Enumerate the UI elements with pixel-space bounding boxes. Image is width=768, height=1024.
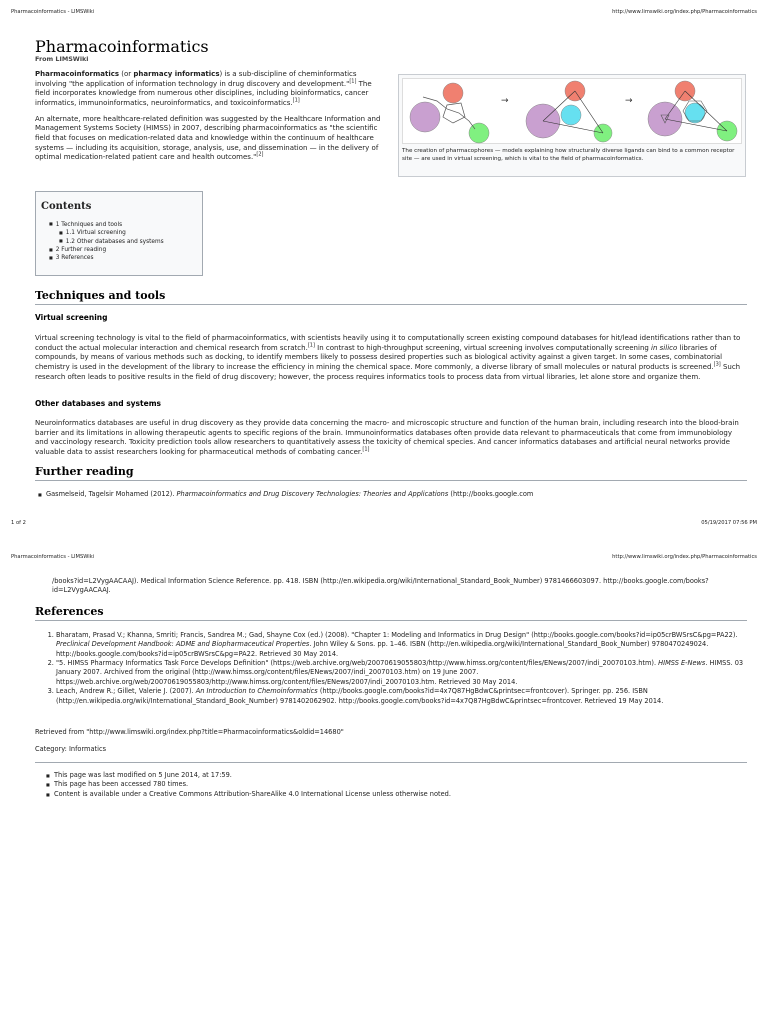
text-span: HIMSS E-News bbox=[658, 659, 706, 668]
toc-item[interactable]: ■ 1.1 Virtual screening bbox=[41, 229, 197, 237]
page-info-item: ■ Content is available under a Creative Commons Attribution-ShareAlike 4.0 International License unless otherwise noted. bbox=[46, 790, 451, 799]
section-heading: Further reading bbox=[35, 465, 134, 478]
text-span: Leach, Andrew R.; Gillet, Valerie J. (2007). bbox=[56, 687, 196, 696]
page-info-item: ■ This page was last modified on 5 June 2014, at 17:59. bbox=[46, 771, 451, 780]
intro-paragraph-1 bbox=[35, 70, 385, 109]
page-number: 1 of 2 bbox=[11, 520, 26, 526]
citation-link[interactable]: [1] bbox=[307, 342, 315, 349]
arrow-icon: → bbox=[501, 96, 509, 106]
text-span: in silico bbox=[651, 343, 678, 352]
toc-item[interactable]: ■ 1 Techniques and tools bbox=[41, 221, 197, 229]
text-span: Gasmelseid, Tagelsir Mohamed (2012). bbox=[46, 490, 177, 498]
toc-title: Contents bbox=[41, 201, 92, 212]
text-span: (http://books.google.com/books?id=4x7Q87HgBdwC&printsec=frontcover). Springer. pp. 256. ISBN (http://en.wikipedia.org/wiki/International_Standard_Book_Number) 9781402062902. http://books.google.com/books?id=4x7Q87HgBdwC&printsec=frontcover. Retrieved 19 May 2014. bbox=[56, 687, 664, 705]
print-header bbox=[11, 9, 757, 19]
text-span: "5. HIMSS Pharmacy Informatics Task Force Develops Definition" (https://web.archive.org/web/20070619055803/http://www.himss.org/content/files/ENews/2007/indi_20070103.htm). bbox=[56, 659, 659, 668]
footer-divider bbox=[35, 762, 747, 763]
page-info-list bbox=[46, 771, 451, 799]
citation-link[interactable]: [1] bbox=[349, 78, 357, 85]
toc-item[interactable]: ■ 3 References bbox=[41, 254, 197, 262]
pharmacophore-figure bbox=[398, 74, 746, 177]
reference-item bbox=[56, 659, 751, 687]
category-line bbox=[35, 745, 747, 754]
further-reading-item bbox=[46, 490, 533, 499]
text-span: libraries of compounds, by means of various methods such as docking, to identify members likely to possess desired properties such as biological activity against a given target. In some cases, combinatorial chemistry is used in the development of the library to increase the efficiency in mining the chemical space. More commonly, a diverse library of small molecules or natural products is screened. bbox=[35, 343, 723, 371]
toc-item[interactable]: ■ 2 Further reading bbox=[41, 246, 197, 254]
other-databases-text bbox=[35, 419, 747, 458]
green-feature-icon bbox=[469, 123, 489, 143]
reference-item bbox=[56, 631, 751, 659]
text-span: ) is a sub-discipline of cheminformatics involving "the application of information technology in drug discovery and development." bbox=[35, 70, 357, 88]
pharmacophore-diagram bbox=[403, 79, 743, 145]
cyan-feature-icon bbox=[685, 103, 705, 123]
purple-feature-icon bbox=[410, 102, 440, 132]
retrieved-from[interactable]: Retrieved from "http://www.limswiki.org/index.php?title=Pharmacoinformatics&oldid=14680" bbox=[35, 728, 344, 736]
references-list bbox=[46, 631, 751, 706]
citation-link[interactable]: [1] bbox=[362, 446, 370, 453]
text-span: Virtual screening technology is vital to the field of pharmacoinformatics, with scientists heavily using it to computationally screen existing compound databases for hit/lead identifications rather than to conduct the actual molecular interaction and chemical research from scratch. bbox=[35, 334, 741, 352]
text-span: Bharatam, Prasad V.; Khanna, Smriti; Francis, Sandrea M.; Gad, Shayne Cox (ed.) (2008). "Chapter 1: Modeling and Informatics in Drug Design" (http://books.google.com/books?id=ip05crBWSrsC&pg=PA22). bbox=[56, 631, 738, 639]
panel-2 bbox=[526, 81, 612, 142]
text-span: In contrast to high-throughput screening, virtual screening involves computationally screening bbox=[314, 343, 652, 352]
section-divider bbox=[35, 480, 747, 481]
subsection-heading: Virtual screening bbox=[35, 313, 108, 322]
intro-paragraph-2 bbox=[35, 115, 385, 163]
red-feature-icon bbox=[443, 83, 463, 103]
page-break bbox=[0, 531, 768, 547]
book-title-link[interactable]: Pharmacoinformatics and Drug Discovery Technologies: Theories and Applications bbox=[176, 490, 449, 498]
print-header bbox=[11, 554, 757, 564]
reference-item bbox=[56, 687, 751, 706]
category-label: Category: bbox=[35, 745, 67, 753]
text-span: (or bbox=[119, 70, 134, 78]
table-of-contents bbox=[35, 191, 203, 276]
text-span: The field incorporates knowledge from numerous other disciplines, including bioinformatics, cancer informatics, immunoinformatics, neuroinformatics, and toxicoinformatics. bbox=[35, 79, 372, 107]
citation-link[interactable]: [3] bbox=[713, 361, 721, 368]
section-divider bbox=[35, 620, 747, 621]
print-timestamp: 05/19/2017 07:56 PM bbox=[701, 520, 757, 526]
subsection-heading: Other databases and systems bbox=[35, 399, 161, 408]
print-footer bbox=[11, 520, 757, 530]
page-subtitle: From LIMSWiki bbox=[35, 55, 89, 63]
toc-list bbox=[41, 221, 197, 263]
citation-link[interactable]: [1] bbox=[292, 97, 300, 104]
text-span: Such research often leads to positive results in the field of drug discovery; however, the process requires informatics tools to process data from virtual libraries, let alone store and organize them. bbox=[35, 362, 741, 381]
arrow-icon: → bbox=[625, 96, 633, 106]
text-span: Preclinical Development Handbook: ADME and Biopharmaceutical Properties bbox=[56, 640, 310, 649]
print-header-title: Pharmacoinformatics - LIMSWiki bbox=[11, 554, 95, 560]
intro-text bbox=[35, 70, 385, 169]
panel-1 bbox=[410, 83, 489, 143]
term-pharmacoinformatics: Pharmacoinformatics bbox=[35, 70, 120, 78]
text-span: . HIMSS. 03 January 2007. Archived from the original (http://www.himss.org/content/files/ENews/2007/indi_20070103.htm) on 19 June 2007. https://web.archive.org/web/20070619055803/http://www.himss.org/content/files/ENews/2007/indi_20070103.htm. Retrieved 30 May 2014. bbox=[56, 659, 744, 686]
further-reading-continued: /books?id=L2VygAACAAJ). Medical Information Science Reference. pp. 418. ISBN (http://en.wikipedia.org/wiki/International_Standard_Book_Number) 9781466603097. http://books.google.com/books?id=L2VygAACAAJ. bbox=[52, 577, 709, 595]
print-header-url[interactable]: http://www.limswiki.org/index.php/Pharmacoinformatics bbox=[612, 554, 757, 560]
toc-item[interactable]: ■ 1.2 Other databases and systems bbox=[41, 238, 197, 246]
section-divider bbox=[35, 304, 747, 305]
text-span: Neuroinformatics databases are useful in drug discovery as they provide data concerning the macro- and microscopic structure and function of the human brain, including research into the blood-brain barrier and its limitations in allowing therapeutic agents to specific regions of the brain. Immunoinformatics databases often provide data relevant to pharmaceuticals that come from immunobiology and vaccinology research. Toxicity prediction tools allow researchers to quantitatively assess the toxicity of chemical species. And cancer informatics databases and artificial neural networks provide valuable data to assist researchers looking for pharmaceutical methods of combating cancer. bbox=[35, 419, 739, 456]
print-header-url[interactable]: http://www.limswiki.org/index.php/Pharmacoinformatics bbox=[612, 9, 757, 15]
text-span: . John Wiley & Sons. pp. 1–46. ISBN (http://en.wikipedia.org/wiki/International_Standard_Book_Number) 9780470249024. http://books.google.com/books?id=ip05crBWSrsC&pg=PA22. Retrieved 30 May 2014. bbox=[56, 640, 709, 658]
citation-link[interactable]: [2] bbox=[256, 151, 264, 158]
panel-3 bbox=[648, 81, 737, 141]
text-span: An alternate, more healthcare-related definition was suggested by the Healthcare Information and Management Systems Society (HIMSS) in 2007, describing pharmacoinformatics as "the scientific field that focuses on medication-related data and knowledge within the continuum of healthcare systems — including its acquisition, storage, analysis, use, and dissemination — in the delivery of optimal medication-related patient care and health outcomes." bbox=[35, 114, 381, 162]
page-info-item: ■ This page has been accessed 780 times. bbox=[46, 780, 451, 789]
section-heading: References bbox=[35, 605, 104, 618]
cyan-feature-icon bbox=[561, 105, 581, 125]
text-span: (http://books.google.com bbox=[448, 490, 534, 498]
term-pharmacy-informatics: pharmacy informatics bbox=[133, 70, 220, 78]
print-header-title: Pharmacoinformatics - LIMSWiki bbox=[11, 9, 95, 15]
category-link[interactable]: Informatics bbox=[68, 745, 107, 753]
figure-caption: The creation of pharmacophores — models explaining how structurally diverse ligands can bind to a common receptor site — are used in virtual screening, which is vital to the field of pharmacoinformatics. bbox=[402, 148, 735, 163]
pharmacophore-image[interactable] bbox=[402, 78, 742, 144]
page-title: Pharmacoinformatics bbox=[35, 37, 209, 56]
text-span: An Introduction to Chemoinformatics bbox=[195, 687, 318, 696]
virtual-screening-text bbox=[35, 334, 747, 382]
section-heading: Techniques and tools bbox=[35, 289, 166, 302]
